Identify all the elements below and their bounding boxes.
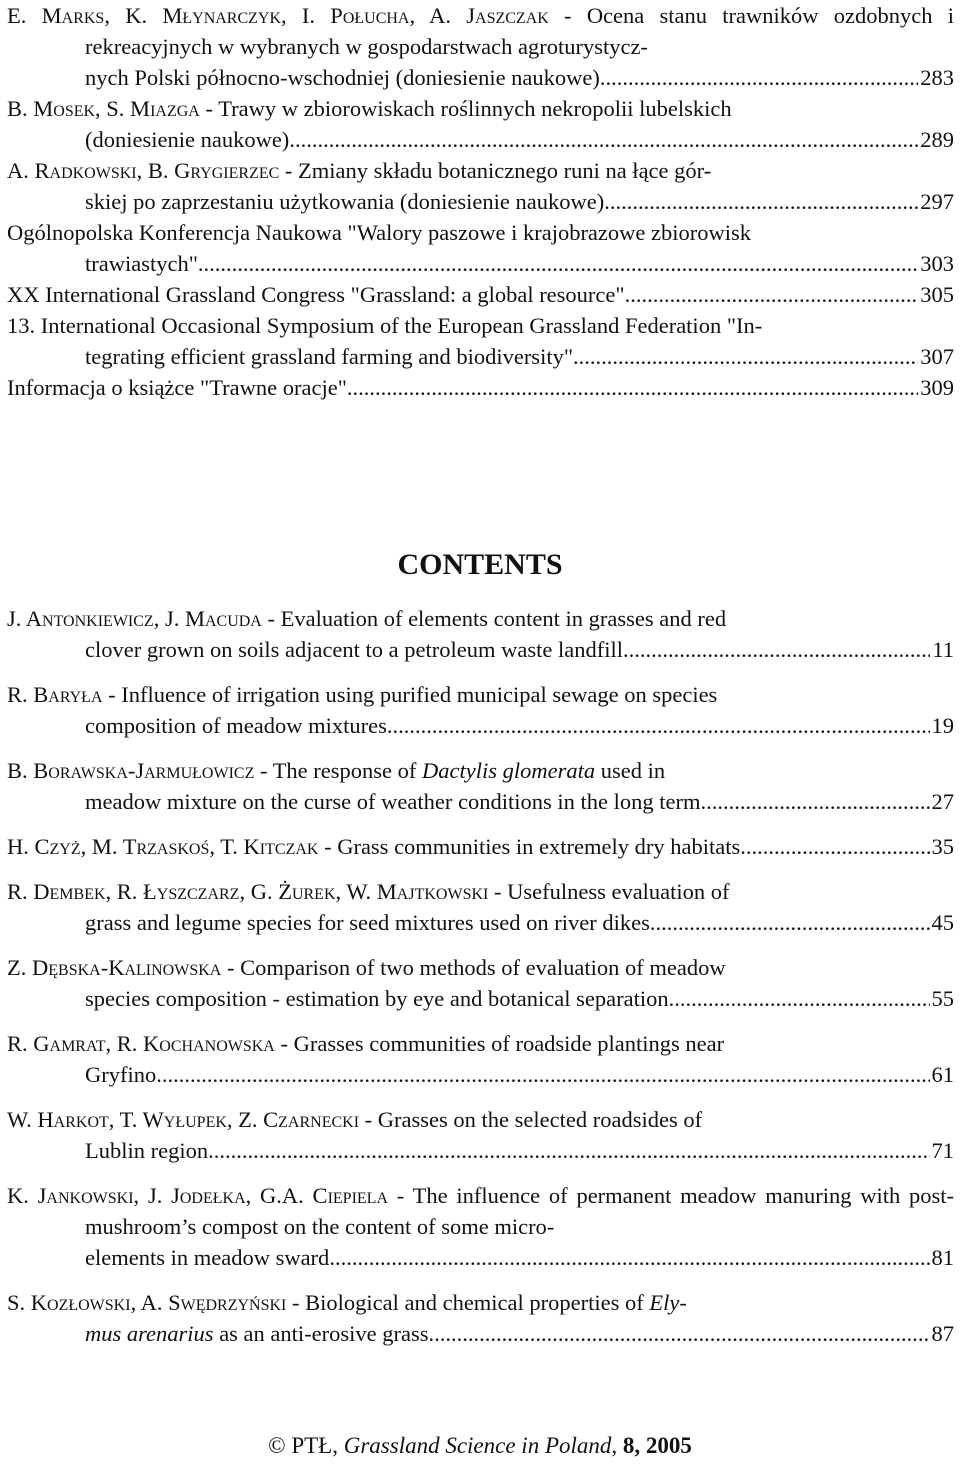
page-number: 61	[931, 1062, 954, 1087]
entry-title-line: species composition - estimation by eye and botanical separation	[85, 986, 669, 1011]
entry-title-line: 13. International Occasional Symposium of the European Grassland Federation "In-	[7, 313, 763, 338]
entry-title-line: Ocena stanu trawników ozdobnych i rekreacyjnych w wybranych w gospodarstwach agroturystycz-	[85, 3, 955, 59]
entry-title-line: Ogólnopolska Konferencja Naukowa "Walory paszowe i krajobrazowe zbiorowisk	[7, 220, 752, 245]
page-number: 303	[920, 251, 954, 276]
toc-entry: E. Marks, K. Młynarczyk, I. Połucha, A. Jaszczak - Ocena stanu trawników ozdobnych i rekreacyjnych w wybranych w gospodarstwach agroturystycz- nych Polski północno-wschodniej (doniesienie naukowe). ..... 283	[7, 0, 954, 93]
entry-title-line: Zmiany składu botanicznego runi na łące gór-	[298, 158, 712, 183]
toc-entry: R. Dembek, R. Łyszczarz, G. Żurek, W. Majtkowski - Usefulness evaluation of grass and legume species for seed mixtures used on river dikes ..... 45	[7, 876, 954, 938]
entry-title-line: trawiastych"	[85, 251, 198, 276]
entry-title-line: The influence of permanent meadow	[412, 1183, 757, 1208]
page-number: 45	[931, 910, 954, 935]
page-number: 309	[920, 375, 954, 400]
toc-entry	[7, 310, 954, 372]
contents-toc	[7, 603, 954, 1349]
page-number: 307	[920, 344, 954, 369]
species-name: mus arenarius	[85, 1321, 214, 1346]
entry-title-line: as an anti-erosive grass	[219, 1321, 429, 1346]
species-name: Ely-	[649, 1290, 687, 1315]
toc-entry: H. Czyż, M. Trzaskoś, T. Kitczak - Grass communities in extremely dry habitats ..... 35	[7, 831, 954, 862]
polish-toc	[7, 0, 954, 403]
entry-title-line: clover grown on soils adjacent to a petroleum waste landfill	[85, 637, 623, 662]
toc-entry: K. Jankowski, J. Jodełka, G.A. Ciepiela - The influence of permanent meadow manuring with post-mushroom’s compost on the content of some micro- elements in meadow sward ..... 81	[7, 1180, 954, 1273]
entry-title-line: manuring with post-mushroom’s compost on the content of some micro-	[85, 1183, 955, 1239]
toc-entry	[7, 279, 954, 310]
page-number: 289	[920, 127, 954, 152]
toc-entry	[7, 372, 954, 403]
page-number: 55	[931, 986, 954, 1011]
entry-title-line: Grasses communities of roadside plantings near	[293, 1031, 725, 1056]
entry-title-line: (doniesienie naukowe)	[85, 127, 290, 152]
copyright-text: © PTŁ,	[268, 1433, 338, 1458]
page-footer	[0, 1433, 960, 1459]
species-name: Dactylis glomerata	[422, 758, 596, 783]
contents-heading: CONTENTS	[397, 548, 563, 581]
entry-title-line: Informacja o książce "Trawne oracje"	[7, 375, 347, 400]
toc-entry: W. Harkot, T. Wyłupek, Z. Czarnecki - Grasses on the selected roadsides of Lublin region. ..... 71	[7, 1104, 954, 1166]
entry-title-line: Comparison of two methods of evaluation of meadow	[240, 955, 726, 980]
entry-title-line: Grasses on the selected roadsides of	[377, 1107, 703, 1132]
entry-title-line: Influence of irrigation using purified municipal sewage on species	[121, 682, 718, 707]
page-number: 297	[920, 189, 954, 214]
toc-entry: A. Radkowski, B. Grygierzec - Zmiany składu botanicznego runi na łące gór- skiej po zaprzestaniu użytkowania (doniesienie naukowe) ..... 297	[7, 155, 954, 217]
entry-title-line: XX International Grassland Congress "Grassland: a global resource"	[7, 282, 625, 307]
entry-title-line: Usefulness evaluation of	[507, 879, 730, 904]
toc-entry: B. Borawska-Jarmułowicz - The response of Dactylis glomerata used in meadow mixture on the curse of weather conditions in the long term ..... 27	[7, 755, 954, 817]
entry-title-line: elements in meadow sward	[85, 1245, 330, 1270]
entry-title-line: composition of meadow mixtures	[85, 713, 387, 738]
entry-title-line: Evaluation of elements content in grasses and red	[280, 606, 727, 631]
journal-name: Grassland Science in Poland,	[343, 1433, 618, 1458]
entry-title-line: meadow mixture on the curse of weather conditions in the long term	[85, 789, 701, 814]
toc-entry	[7, 217, 954, 279]
page-number: 81	[931, 1245, 954, 1270]
page-number: 305	[920, 282, 954, 307]
page-number: 71	[931, 1138, 954, 1163]
page-number: 11	[932, 637, 954, 662]
entry-title-line: Lublin region.	[85, 1138, 214, 1163]
entry-title-line: Gryfino	[85, 1062, 157, 1087]
page-number: 27	[931, 789, 954, 814]
toc-entry: J. Antonkiewicz, J. Macuda - Evaluation of elements content in grasses and red clover grown on soils adjacent to a petroleum waste landfill ..... 11	[7, 603, 954, 665]
toc-entry: R. Gamrat, R. Kochanowska - Grasses communities of roadside plantings near Gryfino ..... 61	[7, 1028, 954, 1090]
entry-title-line: nych Polski północno-wschodniej (doniesienie naukowe).	[85, 65, 606, 90]
volume-year: 8, 2005	[622, 1433, 692, 1458]
entry-title-line: grass and legume species for seed mixtures used on river dikes	[85, 910, 650, 935]
entry-title-line: skiej po zaprzestaniu użytkowania (doniesienie naukowe)	[85, 189, 605, 214]
entry-title-line: Grass communities in extremely dry habitats	[337, 834, 741, 859]
entry-title-line: tegrating efficient grassland farming and biodiversity"	[85, 344, 574, 369]
toc-entry: B. Mosek, S. Miazga - Trawy w zbiorowiskach roślinnych nekropolii lubelskich (doniesienie naukowe) ..... 289	[7, 93, 954, 155]
page-number: 35	[931, 834, 954, 859]
toc-entry: R. Baryła - Influence of irrigation using purified municipal sewage on species composition of meadow mixtures ..... 19	[7, 679, 954, 741]
toc-entry: S. Kozłowski, A. Swędrzyński - Biological and chemical properties of Ely- mus arenarius as an anti-erosive grass ..... 87	[7, 1287, 954, 1349]
page-number: 87	[931, 1321, 954, 1346]
toc-entry: Z. Dębska-Kalinowska - Comparison of two methods of evaluation of meadow species composition - estimation by eye and botanical separation ..... 55	[7, 952, 954, 1014]
page-number: 19	[931, 713, 954, 738]
page-number: 283	[920, 65, 954, 90]
entry-title-line: Trawy w zbiorowiskach roślinnych nekropolii lubelskich	[218, 96, 732, 121]
